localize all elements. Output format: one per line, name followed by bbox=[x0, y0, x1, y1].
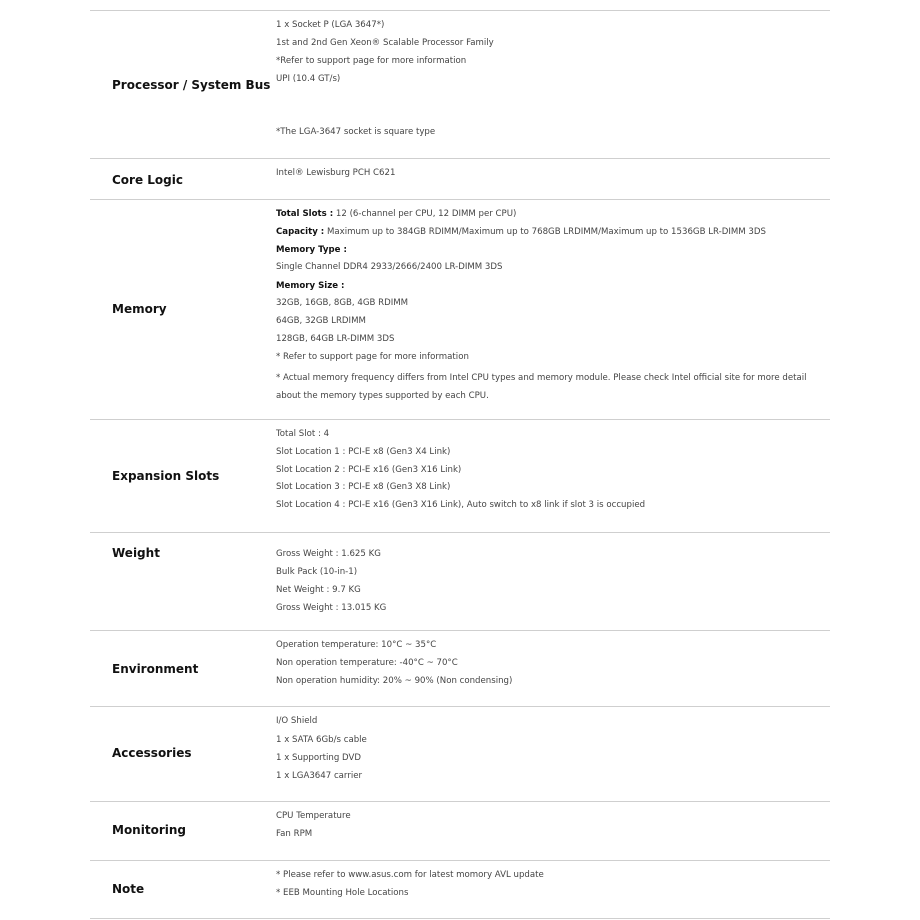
spec-line bbox=[276, 499, 830, 511]
spec-value bbox=[276, 861, 830, 918]
spec-line-text: Bulk Pack (10-in-1) bbox=[276, 567, 358, 577]
spec-line-text: * Actual memory frequency differs from Intel CPU types and memory module. Please check Intel official site for more detail about the memory types supported by each CPU. bbox=[276, 373, 807, 401]
spec-line-key: Total Slots : bbox=[276, 209, 334, 219]
spec-line-text: 128GB, 64GB LR-DIMM 3DS bbox=[276, 334, 395, 344]
spec-line-text: UPI (10.4 GT/s) bbox=[276, 74, 341, 84]
spec-line-text: * Please refer to www.asus.com for latest momory AVL update bbox=[276, 870, 544, 880]
spec-table bbox=[90, 10, 830, 919]
spec-line-text: Non operation humidity: 20% ~ 90% (Non condensing) bbox=[276, 676, 513, 686]
spec-value bbox=[276, 533, 830, 630]
spec-line bbox=[276, 167, 830, 179]
spec-line-text: 1 x Supporting DVD bbox=[276, 753, 361, 763]
spec-line-text: Slot Location 1 : PCI-E x8 (Gen3 X4 Link) bbox=[276, 447, 451, 457]
spec-line-text: Intel® Lewisburg PCH C621 bbox=[276, 168, 396, 178]
spec-line bbox=[276, 657, 830, 669]
spec-line bbox=[276, 869, 830, 881]
spec-line bbox=[276, 55, 830, 67]
spec-label: Note bbox=[112, 882, 145, 896]
spec-line-key: Memory Type : bbox=[276, 245, 347, 255]
spec-line bbox=[276, 584, 830, 596]
spec-line-text: Operation temperature: 10°C ~ 35°C bbox=[276, 640, 437, 650]
spec-line bbox=[276, 333, 830, 345]
spec-value bbox=[276, 707, 830, 801]
spec-row bbox=[90, 801, 830, 860]
spec-line-text: * EEB Mounting Hole Locations bbox=[276, 888, 409, 898]
spec-value bbox=[276, 631, 830, 706]
spec-line bbox=[276, 261, 830, 273]
spec-line bbox=[276, 548, 830, 560]
spec-label: Environment bbox=[112, 662, 199, 676]
spec-line bbox=[276, 464, 830, 476]
spec-line-text: I/O Shield bbox=[276, 716, 318, 726]
spec-row bbox=[90, 158, 830, 199]
spec-value bbox=[276, 11, 830, 158]
spec-line bbox=[276, 481, 830, 493]
spec-line-text: CPU Temperature bbox=[276, 811, 351, 821]
spec-label: Expansion Slots bbox=[112, 469, 220, 483]
spec-line-text: 1st and 2nd Gen Xeon® Scalable Processor Family bbox=[276, 38, 494, 48]
spec-line-text: Single Channel DDR4 2933/2666/2400 LR-DIMM 3DS bbox=[276, 262, 503, 272]
spec-line-text: 1 x LGA3647 carrier bbox=[276, 771, 363, 781]
spec-line-text: Non operation temperature: -40°C ~ 70°C bbox=[276, 658, 458, 668]
spec-label: Monitoring bbox=[112, 823, 186, 837]
spec-row bbox=[90, 199, 830, 419]
spec-value bbox=[276, 200, 830, 419]
spec-line bbox=[276, 810, 830, 822]
spec-row bbox=[90, 10, 830, 158]
spec-line-text: Fan RPM bbox=[276, 829, 313, 839]
spec-line-text: Net Weight : 9.7 KG bbox=[276, 585, 361, 595]
spec-line-text: Gross Weight : 1.625 KG bbox=[276, 549, 381, 559]
spec-line-text: 32GB, 16GB, 8GB, 4GB RDIMM bbox=[276, 298, 409, 308]
spec-line bbox=[276, 73, 830, 85]
spec-line-text: Slot Location 2 : PCI-E x16 (Gen3 X16 Link) bbox=[276, 465, 462, 475]
spec-line bbox=[276, 226, 830, 238]
spec-line bbox=[276, 566, 830, 578]
spec-row bbox=[90, 419, 830, 532]
spec-line bbox=[276, 770, 830, 782]
spec-line-text: 1 x Socket P (LGA 3647*) bbox=[276, 20, 385, 30]
spec-value bbox=[276, 802, 830, 860]
spec-line bbox=[276, 315, 830, 327]
spec-line bbox=[276, 887, 830, 899]
spec-label: Memory bbox=[112, 302, 167, 316]
spec-label: Processor / System Bus bbox=[112, 78, 271, 92]
spec-line bbox=[276, 675, 830, 687]
spec-label: Weight bbox=[112, 546, 160, 560]
spec-line bbox=[276, 602, 830, 614]
spec-value bbox=[276, 159, 830, 199]
spec-value bbox=[276, 420, 830, 532]
spec-line bbox=[276, 19, 830, 31]
spec-line bbox=[276, 37, 830, 49]
spec-line bbox=[276, 752, 830, 764]
spec-line bbox=[276, 639, 830, 651]
spec-row bbox=[90, 860, 830, 919]
spec-line-text: 64GB, 32GB LRDIMM bbox=[276, 316, 366, 326]
spec-row bbox=[90, 532, 830, 630]
spec-line bbox=[276, 351, 830, 363]
spec-line-key: Capacity : bbox=[276, 227, 325, 237]
spec-line bbox=[276, 446, 830, 458]
spec-row bbox=[90, 706, 830, 801]
spec-line bbox=[276, 297, 830, 309]
spec-line bbox=[276, 734, 830, 746]
spec-line bbox=[276, 428, 830, 440]
spec-line bbox=[276, 369, 830, 405]
spec-label: Core Logic bbox=[112, 173, 183, 187]
spec-line-text: * Refer to support page for more information bbox=[276, 352, 469, 362]
spec-line bbox=[276, 244, 830, 256]
spec-line-text: Slot Location 3 : PCI-E x8 (Gen3 X8 Link) bbox=[276, 482, 451, 492]
spec-line-text: *The LGA-3647 socket is square type bbox=[276, 127, 436, 137]
spec-line bbox=[276, 126, 830, 138]
spec-line-text: *Refer to support page for more information bbox=[276, 56, 467, 66]
spec-line-text: Maximum up to 384GB RDIMM/Maximum up to 768GB LRDIMM/Maximum up to 1536GB LR-DIMM 3DS bbox=[324, 227, 766, 237]
spec-line bbox=[276, 280, 830, 292]
spec-row bbox=[90, 630, 830, 706]
spec-line-text: 12 (6-channel per CPU, 12 DIMM per CPU) bbox=[333, 209, 517, 219]
spec-label: Accessories bbox=[112, 746, 192, 760]
spec-line bbox=[276, 208, 830, 220]
spec-line bbox=[276, 715, 830, 727]
spec-line-text: 1 x SATA 6Gb/s cable bbox=[276, 735, 367, 745]
spec-line-text: Slot Location 4 : PCI-E x16 (Gen3 X16 Link), Auto switch to x8 link if slot 3 is occupied bbox=[276, 500, 646, 510]
spec-line-key: Memory Size : bbox=[276, 281, 345, 291]
spec-line bbox=[276, 828, 830, 840]
spec-line-text: Total Slot : 4 bbox=[276, 429, 330, 439]
spec-line-text: Gross Weight : 13.015 KG bbox=[276, 603, 387, 613]
